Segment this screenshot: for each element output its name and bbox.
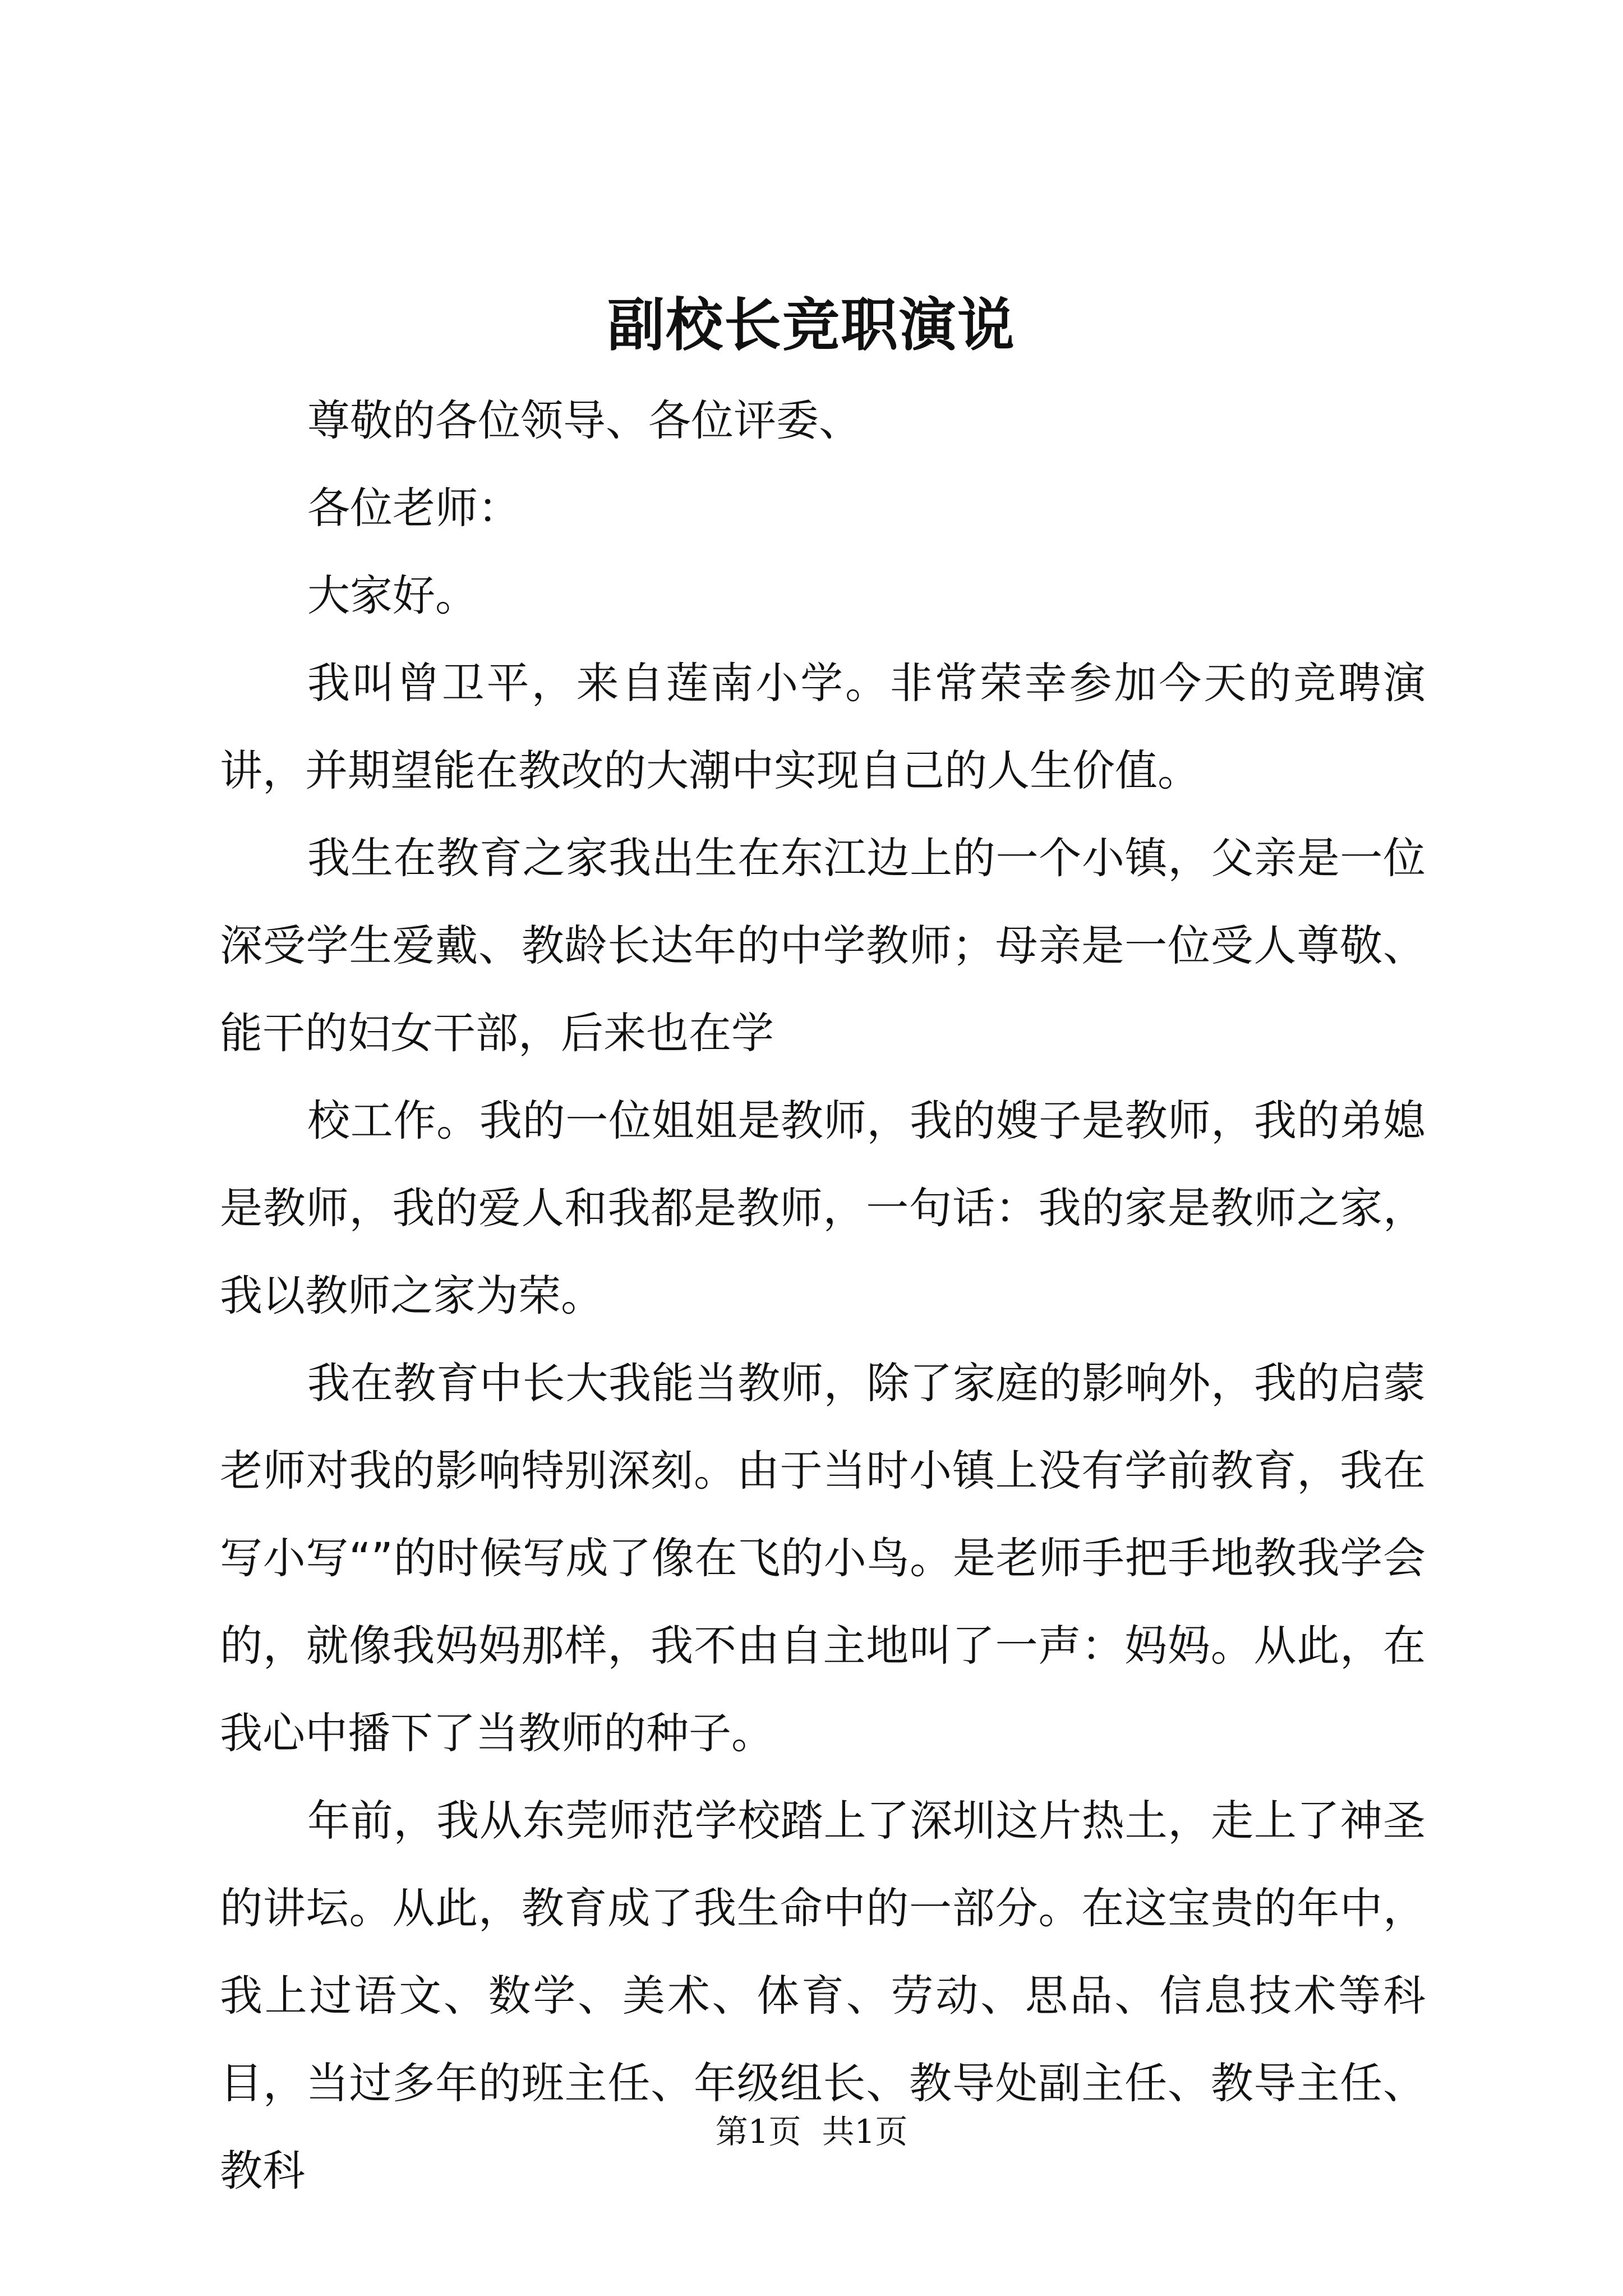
document-body [220, 377, 1426, 2215]
page-footer [0, 2109, 1623, 2154]
paragraph-introduction: 我叫曾卫平，来自莲南小学。非常荣幸参加今天的竞聘演讲，并期望能在教改的大潮中实现自己的人生价值。 [220, 658, 1426, 795]
paragraph-family-background: 我生在教育之家我出生在东江边上的一个小镇，父亲是一位深受学生爱戴、教龄长达年的中学教师；母亲是一位受人尊敬、能干的妇女干部，后来也在学 [220, 833, 1426, 1058]
page-number-current: 第1页 [715, 2113, 801, 2151]
paragraph-career: 年前，我从东莞师范学校踏上了深圳这片热土，走上了神圣的讲坛。从此，教育成了我生命中的一部分。在这宝贵的年中，我上过语文、数学、美术、体育、劳动、思品、信息技术等科目，当过多年的班主任、年级组长、教导处副主任、教导主任、教科 [220, 1796, 1426, 2196]
paragraph-enlightenment-teacher: 我在教育中长大我能当教师，除了家庭的影响外，我的启蒙老师对我的影响特别深刻。由于当时小镇上没有学前教育，我在写小写“”的时候写成了像在飞的小鸟。是老师手把手地教我学会的，就像我妈妈那样，我不由自主地叫了一声：妈妈。从此，在我心中播下了当教师的种子。 [220, 1358, 1426, 1758]
page-number-total: 共1页 [822, 2113, 908, 2151]
document-title: 副校长竞职演说 [607, 292, 1016, 359]
paragraph-salutation-2: 各位老师： [307, 483, 520, 533]
paragraph-greeting: 大家好。 [307, 570, 478, 620]
paragraph-salutation-1: 尊敬的各位领导、各位评委、 [307, 395, 861, 445]
paragraph-teacher-family: 校工作。我的一位姐姐是教师，我的嫂子是教师，我的弟媳是教师，我的爱人和我都是教师，一句话：我的家是教师之家，我以教师之家为荣。 [220, 1096, 1426, 1320]
